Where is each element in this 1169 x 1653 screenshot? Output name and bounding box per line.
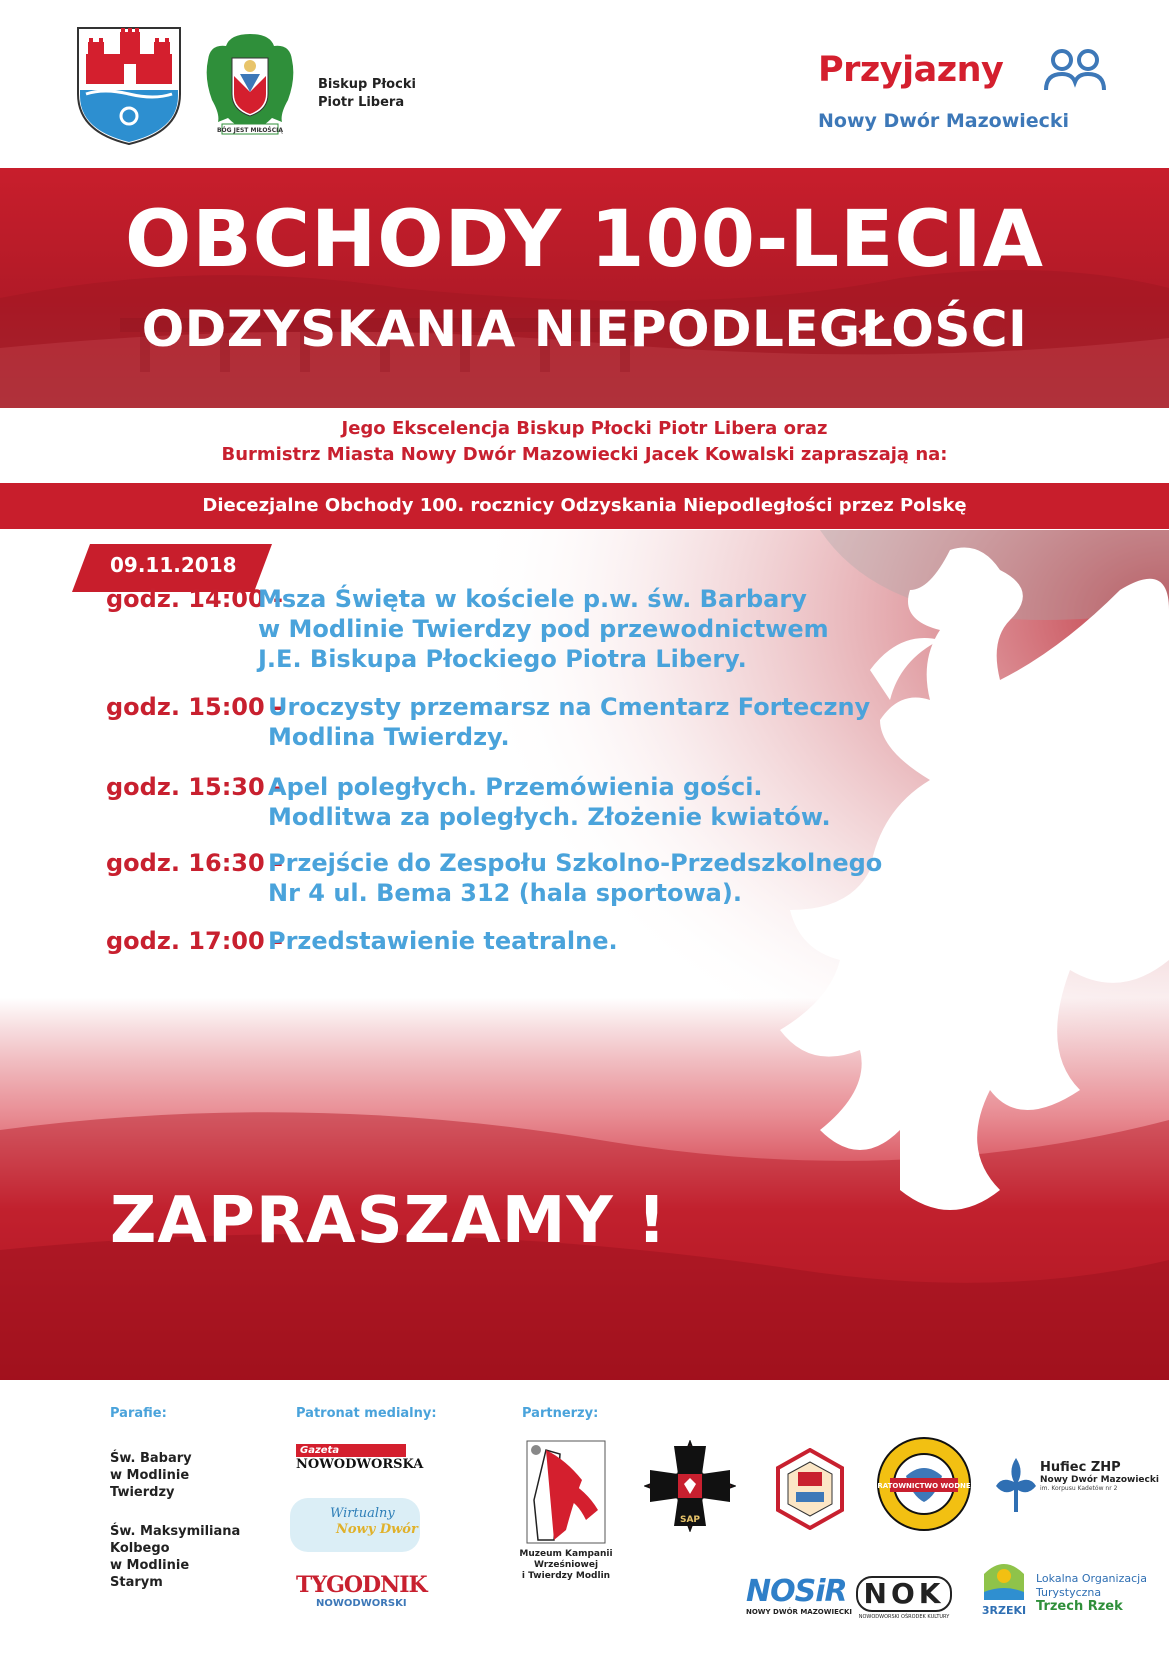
museum-caption-line: i Twierdzy Modlin <box>521 1571 611 1581</box>
gazeta-top-label: Gazeta <box>296 1444 406 1457</box>
schedule-line: Modlitwa za poległych. Złożenie kwiatów. <box>268 803 831 831</box>
wirtualny-line2: Nowy Dwór <box>336 1522 418 1537</box>
schedule-line: Apel poległych. Przemówienia gości. <box>268 773 763 801</box>
closing-invitation: ZAPRASZAMY ! <box>110 1184 668 1258</box>
museum-logo <box>526 1440 606 1544</box>
zhp-name: Hufiec ZHP <box>1040 1460 1121 1475</box>
gazeta-nowodworska-logo <box>296 1444 424 1478</box>
lot-line3: Trzech Rzek <box>1036 1599 1123 1614</box>
osp-water-rescue-logo <box>876 1436 972 1532</box>
parish-1 <box>110 1450 192 1501</box>
parish-line: Starym <box>110 1575 163 1590</box>
nok-caption: NOWODWORSKI OŚRODEK KULTURY <box>858 1614 950 1620</box>
wirtualny-nowy-dwor-logo <box>290 1498 420 1552</box>
schedule-time: godz. 17:00 - <box>106 927 283 955</box>
trzy-rzeki-logo <box>978 1558 1030 1618</box>
nosir-name: NOSiR <box>746 1574 847 1609</box>
tygodnik-nowodworski-logo <box>296 1572 427 1609</box>
schedule-line: Uroczysty przemarsz na Cmentarz Forteczny <box>268 693 871 721</box>
invitation-line2: Burmistrz Miasta Nowy Dwór Mazowiecki Jacek Kowalski zapraszają na: <box>221 444 948 465</box>
lot-text <box>1036 1572 1147 1614</box>
lot-line1: Lokalna Organizacja <box>1036 1572 1147 1585</box>
banner-title-line1: OBCHODY 100-LECIA <box>124 195 1045 285</box>
schedule-time: godz. 16:30 - <box>106 849 283 877</box>
parish-line: Św. Babary <box>110 1451 192 1466</box>
nosir-city: NOWY DWÓR MAZOWIECKI <box>746 1608 853 1616</box>
parish-2 <box>110 1523 240 1591</box>
tygodnik-name: TYGODNIK <box>296 1572 427 1598</box>
zhp-text <box>1040 1460 1159 1492</box>
parish-line: Św. Maksymiliana <box>110 1524 241 1539</box>
bishop-motto: BÓG JEST MIŁOŚCIĄ <box>216 127 284 134</box>
brand-word: Przyjazny <box>818 50 1004 90</box>
museum-caption-line: Muzeum Kampanii <box>519 1549 613 1559</box>
schedule-time: godz. 15:00 - <box>106 693 283 721</box>
parishes-heading: Parafie: <box>110 1406 167 1421</box>
parish-line: Twierdzy <box>110 1485 175 1500</box>
sap-logo <box>644 1440 736 1532</box>
zhp-city: Nowy Dwór Mazowiecki <box>1040 1475 1159 1485</box>
invitation-line1: Jego Ekscelencja Biskup Płocki Piotr Libera oraz <box>341 418 828 439</box>
zhp-lily-icon <box>994 1456 1038 1516</box>
bishop-caption-line1: Biskup Płocki <box>318 77 416 92</box>
nosir-logo <box>746 1576 852 1616</box>
zhp-sub: im. Korpusu Kadetów nr 2 <box>1040 1485 1118 1492</box>
museum-caption-line: Wrześniowej <box>533 1560 599 1570</box>
gazeta-name: NOWODWORSKA <box>296 1457 424 1472</box>
trzy-rzeki-mark: 3RZEKI <box>981 1604 1027 1617</box>
media-heading: Patronat medialny: <box>296 1406 437 1421</box>
school-crest-logo <box>774 1448 846 1530</box>
lot-line2: Turystyczna <box>1036 1586 1102 1599</box>
schedule-line: Nr 4 ul. Bema 312 (hala sportowa). <box>268 879 742 907</box>
osp-label: RATOWNICTWO WODNE <box>877 1482 971 1490</box>
schedule-line: J.E. Biskupa Płockiego Piotra Libery. <box>258 645 747 673</box>
event-title: Diecezjalne Obchody 100. rocznicy Odzyskania Niepodległości przez Polskę <box>202 495 967 516</box>
banner-title-line2: ODZYSKANIA NIEPODLEGŁOŚCI <box>141 300 1028 358</box>
tygodnik-sub: NOWODWORSKI <box>316 1598 407 1609</box>
schedule-line: Przejście do Zespołu Szkolno-Przedszkolnego <box>268 849 883 877</box>
parish-line: Kolbego <box>110 1541 170 1556</box>
schedule-line: w Modlinie Twierdzy pod przewodnictwem <box>258 615 829 643</box>
sap-label: SAP <box>679 1515 701 1525</box>
museum-caption <box>516 1549 616 1582</box>
partners-heading: Partnerzy: <box>522 1406 599 1421</box>
parish-line: w Modlinie <box>110 1558 190 1573</box>
parish-line: w Modlinie <box>110 1468 190 1483</box>
event-date: 09.11.2018 <box>110 553 237 577</box>
schedule-line: Modlina Twierdzy. <box>268 723 510 751</box>
schedule-line: Msza Święta w kościele p.w. św. Barbary <box>258 585 807 613</box>
schedule-time: godz. 15:30 - <box>106 773 283 801</box>
nok-name: NOK <box>856 1576 952 1612</box>
wirtualny-line1: Wirtualny <box>330 1506 395 1521</box>
bishop-caption-line2: Piotr Libera <box>318 95 405 110</box>
brand-subtitle: Nowy Dwór Mazowiecki <box>818 110 1070 132</box>
nok-logo <box>856 1576 952 1620</box>
schedule-line: Przedstawienie teatralne. <box>268 927 618 955</box>
schedule-time: godz. 14:00 - <box>106 585 283 613</box>
